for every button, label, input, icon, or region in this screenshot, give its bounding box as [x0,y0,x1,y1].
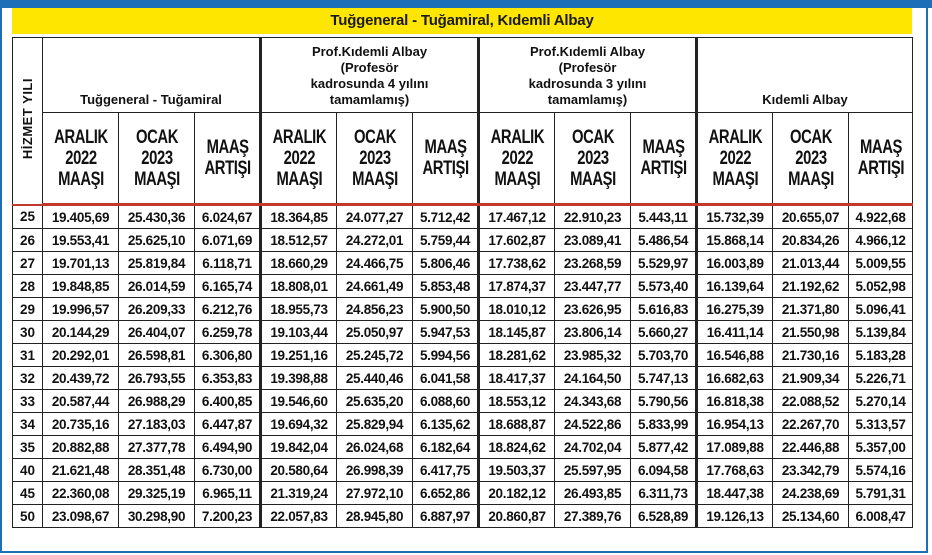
value-cell: 20.860,87 [479,505,555,528]
column-header-line: OCAK [353,126,396,148]
value-cell: 5.994,56 [413,344,479,367]
value-cell: 24.522,86 [555,413,631,436]
table-row [13,229,913,252]
value-cell: 28.351,48 [119,459,195,482]
column-header-line: 2023 [794,147,827,169]
value-cell: 5.660,27 [631,321,697,344]
value-cell: 19.251,16 [261,344,337,367]
value-cell: 26.404,07 [119,321,195,344]
value-cell: 19.842,04 [261,436,337,459]
value-cell: 6.094,58 [631,459,697,482]
value-cell: 22.057,83 [261,505,337,528]
value-cell: 6.165,74 [195,275,261,298]
value-cell: 25.440,46 [337,367,413,390]
column-header-line: ARTIŞI [422,158,469,179]
value-cell: 24.164,50 [555,367,631,390]
column-header-row [13,113,913,205]
value-cell: 6.118,71 [195,252,261,275]
table-row [13,298,913,321]
column-header-line: ARTIŞI [640,158,687,179]
table-row [13,459,913,482]
value-cell: 21.730,16 [773,344,849,367]
value-cell: 19.848,85 [43,275,119,298]
column-header-line: 2023 [576,147,609,169]
value-cell: 5.806,46 [413,252,479,275]
value-cell: 19.701,13 [43,252,119,275]
value-cell: 26.209,33 [119,298,195,321]
value-cell: 20.735,16 [43,413,119,436]
value-cell: 6.965,11 [195,482,261,505]
value-cell: 23.089,41 [555,229,631,252]
top-border [0,0,932,8]
value-cell: 6.447,87 [195,413,261,436]
group-header-prof-3: Prof.Kıdemli Albay (Profesör kadrosunda 3 yılını tamamlamış) [479,38,697,113]
column-header-line: 2023 [140,147,173,169]
value-cell: 5.183,28 [849,344,913,367]
hizmet-yili-cell: 27 [13,252,43,275]
value-cell: 5.853,48 [413,275,479,298]
column-header-c2-group-1 [127,113,186,205]
value-cell: 5.833,99 [631,413,697,436]
group-header-prof-4: Prof.Kıdemli Albay (Profesör kadrosunda 4 yılını tamamlamış) [261,38,479,113]
value-cell: 21.621,48 [43,459,119,482]
value-cell: 26.793,55 [119,367,195,390]
column-header-line: ARTIŞI [203,158,251,179]
value-cell: 5.790,56 [631,390,697,413]
value-cell: 23.806,14 [555,321,631,344]
value-cell: 6.400,85 [195,390,261,413]
table-row [13,275,913,298]
value-cell: 19.126,13 [697,505,773,528]
salary-table [12,37,913,528]
value-cell: 17.467,12 [479,205,555,229]
column-header-line: MAAŞ [424,137,467,158]
value-cell: 25.597,95 [555,459,631,482]
value-cell: 16.275,39 [697,298,773,321]
value-cell: 23.626,95 [555,298,631,321]
table-row [13,390,913,413]
column-header-c3-group-1 [202,113,253,205]
value-cell: 27.972,10 [337,482,413,505]
value-cell: 5.270,14 [849,390,913,413]
value-cell: 21.013,44 [773,252,849,275]
column-header-line: OCAK [571,126,614,148]
value-cell: 23.447,77 [555,275,631,298]
column-header-line: MAAŞI [57,168,104,190]
column-header-c3-group-4 [856,113,906,205]
value-cell: 24.343,68 [555,390,631,413]
value-cell: 6.494,90 [195,436,261,459]
value-cell: 5.357,00 [849,436,913,459]
value-cell: 16.139,64 [697,275,773,298]
hizmet-yili-cell: 29 [13,298,43,321]
value-cell: 20.655,07 [773,205,849,229]
value-cell: 16.682,63 [697,367,773,390]
value-cell: 15.732,39 [697,205,773,229]
value-cell: 29.325,19 [119,482,195,505]
value-cell: 18.824,62 [479,436,555,459]
value-cell: 26.598,81 [119,344,195,367]
value-cell: 20.882,88 [43,436,119,459]
group-header-tuggeneral: Tuğgeneral - Tuğamiral [43,38,261,113]
value-cell: 21.550,98 [773,321,849,344]
value-cell: 6.071,69 [195,229,261,252]
hizmet-yili-cell: 50 [13,505,43,528]
value-cell: 16.818,38 [697,390,773,413]
column-header-line: 2022 [719,147,751,169]
value-cell: 5.443,11 [631,205,697,229]
value-cell: 19.546,60 [261,390,337,413]
table-title: Tuğgeneral - Tuğamiral, Kıdemli Albay [12,8,912,34]
value-cell: 28.945,80 [337,505,413,528]
value-cell: 6.259,78 [195,321,261,344]
column-header-line: ARALIK [490,126,544,148]
value-cell: 6.135,62 [413,413,479,436]
value-cell: 18.808,01 [261,275,337,298]
column-header-c3-group-2 [420,113,471,205]
value-cell: 5.009,55 [849,252,913,275]
value-cell: 5.096,41 [849,298,913,321]
value-cell: 25.635,20 [337,390,413,413]
column-header-line: MAAŞI [569,168,616,190]
value-cell: 17.768,63 [697,459,773,482]
table-row [13,321,913,344]
value-cell: 26.024,68 [337,436,413,459]
column-header-line: OCAK [135,126,178,148]
table-row [13,505,913,528]
column-header-line: MAAŞI [275,168,322,190]
value-cell: 27.183,03 [119,413,195,436]
value-cell: 21.192,62 [773,275,849,298]
table-row [13,482,913,505]
value-cell: 24.702,04 [555,436,631,459]
hizmet-yili-cell: 33 [13,390,43,413]
value-cell: 20.439,72 [43,367,119,390]
column-header-c1-group-1 [51,113,110,205]
value-cell: 6.887,97 [413,505,479,528]
column-header-c1-group-2 [269,113,328,205]
column-header-c2-group-4 [781,113,840,205]
value-cell: 21.909,34 [773,367,849,390]
value-cell: 24.856,23 [337,298,413,321]
value-cell: 19.553,41 [43,229,119,252]
value-cell: 18.955,73 [261,298,337,321]
table-row [13,344,913,367]
value-cell: 5.529,97 [631,252,697,275]
hizmet-yili-cell: 28 [13,275,43,298]
table-row [13,252,913,275]
value-cell: 27.389,76 [555,505,631,528]
value-cell: 5.900,50 [413,298,479,321]
hizmet-yili-cell: 45 [13,482,43,505]
column-header-line: ARALIK [53,126,108,148]
value-cell: 18.281,62 [479,344,555,367]
value-cell: 18.010,12 [479,298,555,321]
value-cell: 22.267,70 [773,413,849,436]
value-cell: 4.966,12 [849,229,913,252]
column-header-line: 2022 [64,147,97,169]
value-cell: 23.342,79 [773,459,849,482]
column-header-c3-group-3 [638,113,689,205]
value-cell: 19.503,37 [479,459,555,482]
value-cell: 17.602,87 [479,229,555,252]
value-cell: 16.003,89 [697,252,773,275]
value-cell: 5.877,42 [631,436,697,459]
column-header-c1-group-4 [705,113,764,205]
value-cell: 6.024,67 [195,205,261,229]
column-header-line: OCAK [789,126,832,148]
value-cell: 5.759,44 [413,229,479,252]
value-cell: 6.041,58 [413,367,479,390]
value-cell: 5.486,54 [631,229,697,252]
value-cell: 22.088,52 [773,390,849,413]
value-cell: 5.139,84 [849,321,913,344]
value-cell: 25.050,97 [337,321,413,344]
value-cell: 16.546,88 [697,344,773,367]
value-cell: 22.910,23 [555,205,631,229]
value-cell: 17.874,37 [479,275,555,298]
value-cell: 20.144,29 [43,321,119,344]
value-cell: 23.098,67 [43,505,119,528]
value-cell: 25.245,72 [337,344,413,367]
hizmet-yili-cell: 40 [13,459,43,482]
value-cell: 5.313,57 [849,413,913,436]
column-header-line: MAAŞ [642,137,685,158]
value-cell: 25.134,60 [773,505,849,528]
value-cell: 6.182,64 [413,436,479,459]
column-header-line: ARTIŞI [857,158,904,179]
value-cell: 5.226,71 [849,367,913,390]
value-cell: 26.493,85 [555,482,631,505]
value-cell: 19.398,88 [261,367,337,390]
value-cell: 5.574,16 [849,459,913,482]
column-header-line: MAAŞ [859,137,902,158]
value-cell: 19.694,32 [261,413,337,436]
value-cell: 18.145,87 [479,321,555,344]
table-row [13,367,913,390]
value-cell: 24.661,49 [337,275,413,298]
value-cell: 21.319,24 [261,482,337,505]
value-cell: 18.660,29 [261,252,337,275]
column-header-line: MAAŞI [351,168,398,190]
value-cell: 5.947,53 [413,321,479,344]
table-body [13,205,913,528]
hizmet-yili-cell: 25 [13,205,43,229]
value-cell: 7.200,23 [195,505,261,528]
value-cell: 18.688,87 [479,413,555,436]
value-cell: 6.652,86 [413,482,479,505]
column-header-line: MAAŞI [493,168,540,190]
hizmet-yili-cell: 34 [13,413,43,436]
value-cell: 17.089,88 [697,436,773,459]
value-cell: 18.417,37 [479,367,555,390]
value-cell: 20.292,01 [43,344,119,367]
value-cell: 23.985,32 [555,344,631,367]
table-row [13,205,913,229]
column-header-line: MAAŞI [711,168,758,190]
value-cell: 22.360,08 [43,482,119,505]
value-cell: 6.212,76 [195,298,261,321]
value-cell: 25.430,36 [119,205,195,229]
hizmet-yili-cell: 31 [13,344,43,367]
value-cell: 5.703,70 [631,344,697,367]
column-header-line: ARALIK [708,126,762,148]
value-cell: 20.587,44 [43,390,119,413]
value-cell: 16.954,13 [697,413,773,436]
column-header-line: 2022 [501,147,533,169]
value-cell: 6.306,80 [195,344,261,367]
value-cell: 24.466,75 [337,252,413,275]
column-header-line: 2022 [283,147,315,169]
value-cell: 22.446,88 [773,436,849,459]
value-cell: 19.996,57 [43,298,119,321]
value-cell: 20.834,26 [773,229,849,252]
column-header-line: MAAŞI [787,168,834,190]
value-cell: 21.371,80 [773,298,849,321]
value-cell: 16.411,14 [697,321,773,344]
value-cell: 4.922,68 [849,205,913,229]
table-row [13,413,913,436]
value-cell: 19.103,44 [261,321,337,344]
value-cell: 5.052,98 [849,275,913,298]
hizmet-yili-cell: 35 [13,436,43,459]
value-cell: 24.077,27 [337,205,413,229]
value-cell: 5.616,83 [631,298,697,321]
group-header-kidemli-albay: Kıdemli Albay [697,38,913,113]
value-cell: 18.364,85 [261,205,337,229]
value-cell: 30.298,90 [119,505,195,528]
column-header-c2-group-3 [563,113,622,205]
row-header-hizmet-yili: HİZMET YILI [13,38,43,205]
value-cell: 25.625,10 [119,229,195,252]
hizmet-yili-cell: 30 [13,321,43,344]
column-header-line: MAAŞ [206,137,249,158]
value-cell: 6.730,00 [195,459,261,482]
value-cell: 26.014,59 [119,275,195,298]
value-cell: 24.238,69 [773,482,849,505]
value-cell: 26.998,39 [337,459,413,482]
value-cell: 25.819,84 [119,252,195,275]
column-header-line: MAAŞI [133,168,180,190]
value-cell: 6.528,89 [631,505,697,528]
value-cell: 18.512,57 [261,229,337,252]
value-cell: 6.088,60 [413,390,479,413]
value-cell: 24.272,01 [337,229,413,252]
table-row [13,436,913,459]
column-header-line: 2023 [358,147,391,169]
value-cell: 6.417,75 [413,459,479,482]
value-cell: 18.553,12 [479,390,555,413]
value-cell: 20.580,64 [261,459,337,482]
value-cell: 6.311,73 [631,482,697,505]
column-header-c2-group-2 [345,113,404,205]
value-cell: 5.747,13 [631,367,697,390]
value-cell: 19.405,69 [43,205,119,229]
value-cell: 6.008,47 [849,505,913,528]
value-cell: 26.988,29 [119,390,195,413]
value-cell: 15.868,14 [697,229,773,252]
value-cell: 18.447,38 [697,482,773,505]
hizmet-yili-cell: 26 [13,229,43,252]
value-cell: 6.353,83 [195,367,261,390]
group-header-row [13,38,913,113]
value-cell: 5.573,40 [631,275,697,298]
hizmet-yili-cell: 32 [13,367,43,390]
value-cell: 20.182,12 [479,482,555,505]
column-header-line: ARALIK [272,126,326,148]
value-cell: 5.791,31 [849,482,913,505]
value-cell: 25.829,94 [337,413,413,436]
value-cell: 5.712,42 [413,205,479,229]
value-cell: 17.738,62 [479,252,555,275]
value-cell: 27.377,78 [119,436,195,459]
column-header-c1-group-3 [487,113,546,205]
value-cell: 23.268,59 [555,252,631,275]
